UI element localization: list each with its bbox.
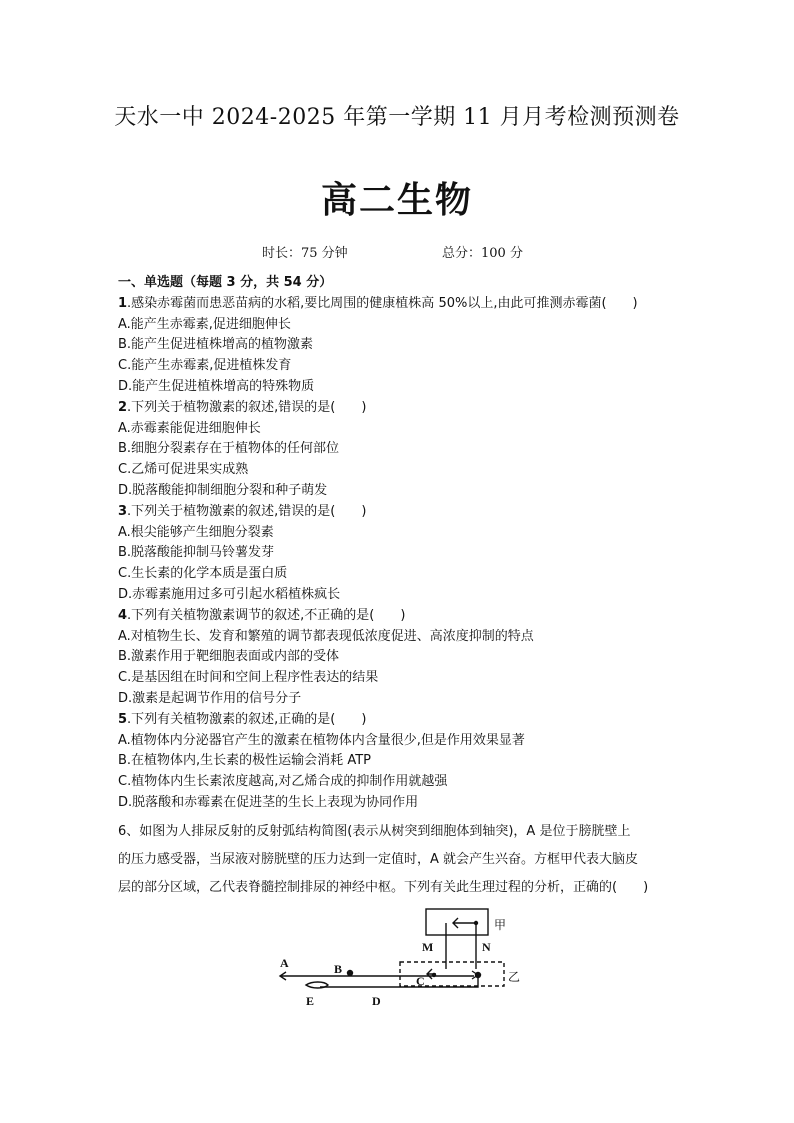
label-m: M bbox=[422, 940, 434, 954]
question-stem bbox=[118, 398, 678, 419]
option-b: B.脱落酸能抑制马铃薯发芽 bbox=[118, 545, 275, 561]
label-e: E bbox=[306, 994, 315, 1008]
duration-label: 时长：75 分钟 bbox=[262, 246, 348, 261]
option-b: B.在植物体内,生长素的极性运输会消耗 ATP bbox=[118, 753, 371, 769]
option-d: D.脱落酸能抑制细胞分裂和种子萌发 bbox=[118, 482, 328, 498]
exam-title: 天水一中 2024-2025 年第一学期 11 月月考检测预测卷 bbox=[114, 105, 680, 130]
option-a: A.赤霉素能促进细胞伸长 bbox=[118, 420, 261, 436]
option-a: A.植物体内分泌器官产生的激素在植物体内含量很少,但是作用效果显著 bbox=[118, 732, 525, 748]
question-6-line-2: 的压力感受器，当尿液对膀胱壁的压力达到一定值时，A 就会产生兴奋。方框甲代表大脑皮 bbox=[118, 851, 639, 867]
question-text: .下列有关植物激素调节的叙述,不正确的是( ) bbox=[127, 607, 406, 623]
option-c: C.能产生赤霉素,促进植株发育 bbox=[118, 358, 292, 374]
label-c: C bbox=[416, 974, 425, 988]
option-d: D.能产生促进植株增高的特殊物质 bbox=[118, 378, 315, 394]
question-text: .感染赤霉菌而患恶苗病的水稻,要比周围的健康植株高 50%以上,由此可推测赤霉菌( ) bbox=[127, 295, 638, 311]
neuron-jia-soma bbox=[474, 921, 478, 925]
option-c: C.是基因组在时间和空间上程序性表达的结果 bbox=[118, 670, 379, 686]
neuron-jia bbox=[453, 918, 476, 928]
option-b: B.细胞分裂素存在于植物体的任何部位 bbox=[118, 441, 340, 457]
label-b: B bbox=[334, 962, 343, 976]
label-jia: 甲 bbox=[494, 918, 507, 932]
total-score-label: 总分：100 分 bbox=[442, 246, 523, 261]
label-a: A bbox=[280, 956, 289, 970]
question-number: 5 bbox=[118, 711, 128, 727]
question-stem bbox=[118, 294, 678, 315]
section-heading: 一、单选题（每题 3 分，共 54 分） bbox=[118, 275, 333, 290]
box-jia bbox=[426, 909, 488, 935]
neuron-c-soma bbox=[432, 973, 436, 977]
question-stem bbox=[118, 502, 678, 523]
question-1 bbox=[118, 294, 678, 398]
option-b: B.能产生促进植株增高的植物激素 bbox=[118, 337, 314, 353]
question-stem bbox=[118, 710, 678, 731]
question-number: 4 bbox=[118, 607, 128, 623]
question-5 bbox=[118, 710, 678, 814]
neuron-b-soma bbox=[347, 970, 353, 976]
question-2 bbox=[118, 398, 678, 502]
reflex-arc-diagram bbox=[276, 905, 526, 1015]
option-b: B.激素作用于靶细胞表面或内部的受体 bbox=[118, 649, 340, 665]
question-6-line-3: 层的部分区域，乙代表脊髓控制排尿的神经中枢。下列有关此生理过程的分析，正确的( ) bbox=[118, 879, 649, 895]
afferent-nerve-arrow bbox=[280, 972, 286, 980]
question-6 bbox=[118, 818, 678, 902]
question-4 bbox=[118, 606, 678, 710]
question-text: .下列有关植物激素的叙述,正确的是( ) bbox=[127, 711, 367, 727]
option-a: A.根尖能够产生细胞分裂素 bbox=[118, 524, 274, 540]
question-text: .下列关于植物激素的叙述,错误的是( ) bbox=[127, 399, 367, 415]
label-yi: 乙 bbox=[508, 970, 521, 984]
option-d: D.赤霉素施用过多可引起水稻植株疯长 bbox=[118, 586, 341, 602]
question-3 bbox=[118, 502, 678, 606]
question-text: .下列关于植物激素的叙述,错误的是( ) bbox=[127, 503, 367, 519]
option-a: A.对植物生长、发育和繁殖的调节都表现低浓度促进、高浓度抑制的特点 bbox=[118, 628, 534, 644]
option-c: C.乙烯可促进果实成熟 bbox=[118, 462, 249, 478]
label-n: N bbox=[482, 940, 491, 954]
question-stem bbox=[118, 606, 678, 627]
option-a: A.能产生赤霉素,促进细胞伸长 bbox=[118, 316, 291, 332]
subject-title: 高二生物 bbox=[320, 180, 473, 221]
question-number: 1 bbox=[118, 295, 128, 311]
option-d: D.激素是起调节作用的信号分子 bbox=[118, 690, 302, 706]
question-number: 3 bbox=[118, 503, 128, 519]
option-c: C.生长素的化学本质是蛋白质 bbox=[118, 566, 288, 582]
question-number: 2 bbox=[118, 399, 128, 415]
option-d: D.脱落酸和赤霉素在促进茎的生长上表现为协同作用 bbox=[118, 794, 419, 810]
effector-e bbox=[306, 982, 328, 988]
question-6-line-1: 6、如图为人排尿反射的反射弧结构简图(表示从树突到细胞体到轴突)，A 是位于膀胱壁上 bbox=[118, 823, 631, 839]
label-d: D bbox=[372, 994, 381, 1008]
question-list bbox=[118, 273, 678, 902]
option-c: C.植物体内生长素浓度越高,对乙烯合成的抑制作用就越强 bbox=[118, 774, 448, 790]
